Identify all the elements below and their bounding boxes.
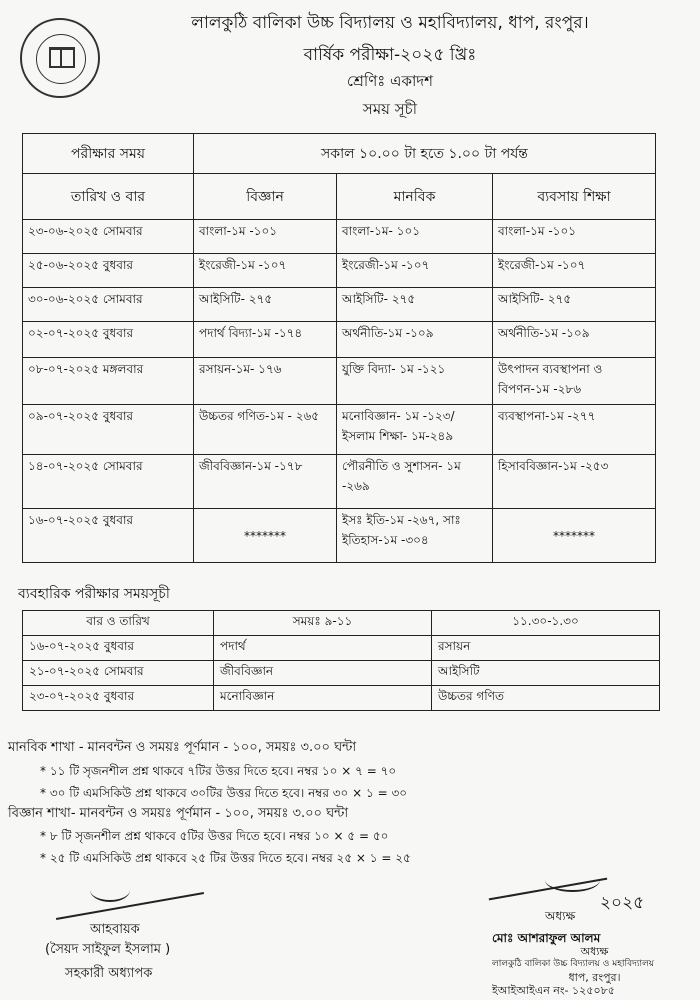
humanities-cell: যুক্তি বিদ্যা- ১ম -১২১ xyxy=(337,358,493,405)
date-cell: ০৮-০৭-২০২৫ মঙ্গলবার xyxy=(23,358,194,405)
table-row xyxy=(23,405,656,455)
business-cell: অর্থনীতি-১ম -১০৯ xyxy=(493,322,656,358)
stamp-name: মোঃ আশরাফুল আলম xyxy=(492,931,601,945)
date-cell: ১৪-০৭-২০২৫ সোমবার xyxy=(23,455,194,509)
science-marks-heading: বিজ্ঞান শাখা- মানবন্টন ও সময়ঃ পূর্ণমান - ১০০, সময়ঃ ৩.০০ ঘন্টা xyxy=(8,806,349,821)
class-label: শ্রেণিঃ একাদশ xyxy=(346,72,434,90)
bullet-mark: * xyxy=(40,764,46,778)
right-signature-scribble xyxy=(545,868,600,892)
table-row xyxy=(23,322,656,358)
business-cell: ইংরেজী-১ম -১০৭ xyxy=(493,254,656,288)
slot1-cell: মনোবিজ্ঞান xyxy=(214,686,432,711)
business-cell: হিসাববিজ্ঞান-১ম -২৫৩ xyxy=(493,455,656,509)
time-label-cell: পরীক্ষার সময় xyxy=(23,134,194,174)
table-row xyxy=(23,254,656,288)
left-signer-role: আহবায়ক xyxy=(90,922,140,937)
principal-stamp xyxy=(492,932,697,997)
date-cell: ১৬-০৭-২০২৫ বুধবার xyxy=(23,509,194,563)
list-item xyxy=(40,763,396,783)
slot2-cell: উচ্চতর গণিত xyxy=(432,686,660,711)
date-cell: ২৫-০৬-২০২৫ বুধবার xyxy=(23,254,194,288)
date-cell: ১৬-০৭-২০২৫ বুধবার xyxy=(23,636,214,661)
time-value-cell: সকাল ১০.০০ টা হতে ১.০০ টা পর্যন্ত xyxy=(194,134,656,174)
practical-title: ব্যবহারিক পরীক্ষার সময়সূচী xyxy=(18,586,170,602)
exam-routine-table xyxy=(22,133,656,563)
business-cell: উৎপাদন ব্যবস্থাপনা ও বিপণন-১ম -২৮৬ xyxy=(493,358,656,405)
school-seal-logo xyxy=(20,18,100,98)
table-row xyxy=(23,358,656,405)
science-cell: ******* xyxy=(194,509,337,563)
business-cell: ******* xyxy=(493,509,656,563)
left-signature-scribble xyxy=(90,878,130,902)
humanities-cell: মনোবিজ্ঞান- ১ম -১২৩/ ইসলাম শিক্ষা- ১ম-২৪৯ xyxy=(337,405,493,455)
business-cell: বাংলা-১ম -১০১ xyxy=(493,220,656,254)
humanities-point: ১১ টি সৃজনশীল প্রশ্ন থাকবে ৭টির উত্তর দিতে হবে। নম্বর ১০ × ৭ = ৭০ xyxy=(49,764,397,778)
science-cell: আইসিটি- ২৭৫ xyxy=(194,288,337,322)
humanities-marks-heading: মানবিক শাখা - মানবন্টন ও সময়ঃ পূর্ণমান - ১০০, সময়ঃ ৩.০০ ঘন্টা xyxy=(8,740,357,755)
date-cell: ২৩-০৭-২০২৫ বুধবার xyxy=(23,686,214,711)
date-cell: ০৯-০৭-২০২৫ বুধবার xyxy=(23,405,194,455)
humanities-cell: বাংলা-১ম- ১০১ xyxy=(337,220,493,254)
slot1-cell: জীববিজ্ঞান xyxy=(214,661,432,686)
column-header: মানবিক xyxy=(337,174,493,220)
table-row xyxy=(23,686,660,711)
slot2-cell: রসায়ন xyxy=(432,636,660,661)
date-cell: ০২-০৭-২০২৫ বুধবার xyxy=(23,322,194,358)
date-cell: ২৩-০৬-২০২৫ সোমবার xyxy=(23,220,194,254)
column-header: সময়ঃ ৯-১১ xyxy=(214,611,432,636)
column-header: বিজ্ঞান xyxy=(194,174,337,220)
science-cell: ইংরেজী-১ম -১০৭ xyxy=(194,254,337,288)
science-cell: রসায়ন-১ম- ১৭৬ xyxy=(194,358,337,405)
date-cell: ৩০-০৬-২০২৫ সোমবার xyxy=(23,288,194,322)
humanities-cell: পৌরনীতি ও সুশাসন- ১ম -২৬৯ xyxy=(337,455,493,509)
exam-title: বার্ষিক পরীক্ষা-২০২৫ খ্রিঃ xyxy=(303,45,477,65)
bullet-mark: * xyxy=(40,829,46,843)
right-signer-role: অধ্যক্ষ xyxy=(545,909,576,923)
left-signer-name: (সৈয়দ সাইফুল ইসলাম ) xyxy=(45,942,171,957)
table-row xyxy=(23,636,660,661)
table-row xyxy=(23,509,656,563)
left-signer-title: সহকারী অধ্যাপক xyxy=(65,966,153,981)
science-point: ২৫ টি এমসিকিউ প্রশ্ন থাকবে ২৫ টির উত্তর দিতে হবে। নম্বর ২৫ × ১ = ২৫ xyxy=(49,851,411,865)
science-cell: জীববিজ্ঞান-১ম -১৭৮ xyxy=(194,455,337,509)
list-item xyxy=(40,828,388,848)
science-cell: উচ্চতর গণিত-১ম - ২৬৫ xyxy=(194,405,337,455)
column-header: বার ও তারিখ xyxy=(23,611,214,636)
stamp-line: লালকুঠি বালিকা উচ্চ বিদ্যালয় ও মহাবিদ্যালয় xyxy=(492,959,655,969)
column-header: তারিখ ও বার xyxy=(23,174,194,220)
stamp-line: ইআইআইএন নং- ১২৫০৮৫ xyxy=(492,984,615,997)
practical-routine-table xyxy=(22,610,660,711)
humanities-cell: ইংরেজী-১ম -১০৭ xyxy=(337,254,493,288)
left-signature xyxy=(56,892,204,920)
stamp-line: ধাপ, রংপুর। xyxy=(568,971,621,984)
science-cell: বাংলা-১ম -১০১ xyxy=(194,220,337,254)
humanities-point: ৩০ টি এমসিকিউ প্রশ্ন থাকবে ৩০টির উত্তর দিতে হবে। নম্বর ৩০ × ১ = ৩০ xyxy=(49,786,408,800)
table-row xyxy=(23,288,656,322)
column-header: ১১.৩০-১.৩০ xyxy=(432,611,660,636)
business-cell: আইসিটি- ২৭৫ xyxy=(493,288,656,322)
humanities-cell: ইসঃ ইতি-১ম -২৬৭, সাঃ ইতিহাস-১ম -৩০৪ xyxy=(337,509,493,563)
slot2-cell: আইসিটি xyxy=(432,661,660,686)
table-row xyxy=(23,661,660,686)
column-header: ব্যবসায় শিক্ষা xyxy=(493,174,656,220)
list-item xyxy=(40,850,411,870)
signature-date: ২০২৫ xyxy=(600,893,645,913)
business-cell: ব্যবস্থাপনা-১ম -২৭৭ xyxy=(493,405,656,455)
humanities-cell: আইসিটি- ২৭৫ xyxy=(337,288,493,322)
table-row xyxy=(23,455,656,509)
slot1-cell: পদার্থ xyxy=(214,636,432,661)
doc-title: সময় সূচী xyxy=(362,100,418,118)
humanities-cell: অর্থনীতি-১ম -১০৯ xyxy=(337,322,493,358)
date-cell: ২১-০৭-২০২৫ সোমবার xyxy=(23,661,214,686)
science-cell: পদার্থ বিদ্যা-১ম -১৭৪ xyxy=(194,322,337,358)
bullet-mark: * xyxy=(40,851,46,865)
stamp-line: অধ্যক্ষ xyxy=(580,945,609,958)
science-point: ৮ টি সৃজনশীল প্রশ্ন থাকবে ৫টির উত্তর দিতে হবে। নম্বর ১০ × ৫ = ৫০ xyxy=(49,829,389,843)
school-name: লালকুঠি বালিকা উচ্চ বিদ্যালয় ও মহাবিদ্যালয়, ধাপ, রংপুর। xyxy=(191,13,589,33)
bullet-mark: * xyxy=(40,786,46,800)
list-item xyxy=(40,785,407,805)
table-row xyxy=(23,220,656,254)
